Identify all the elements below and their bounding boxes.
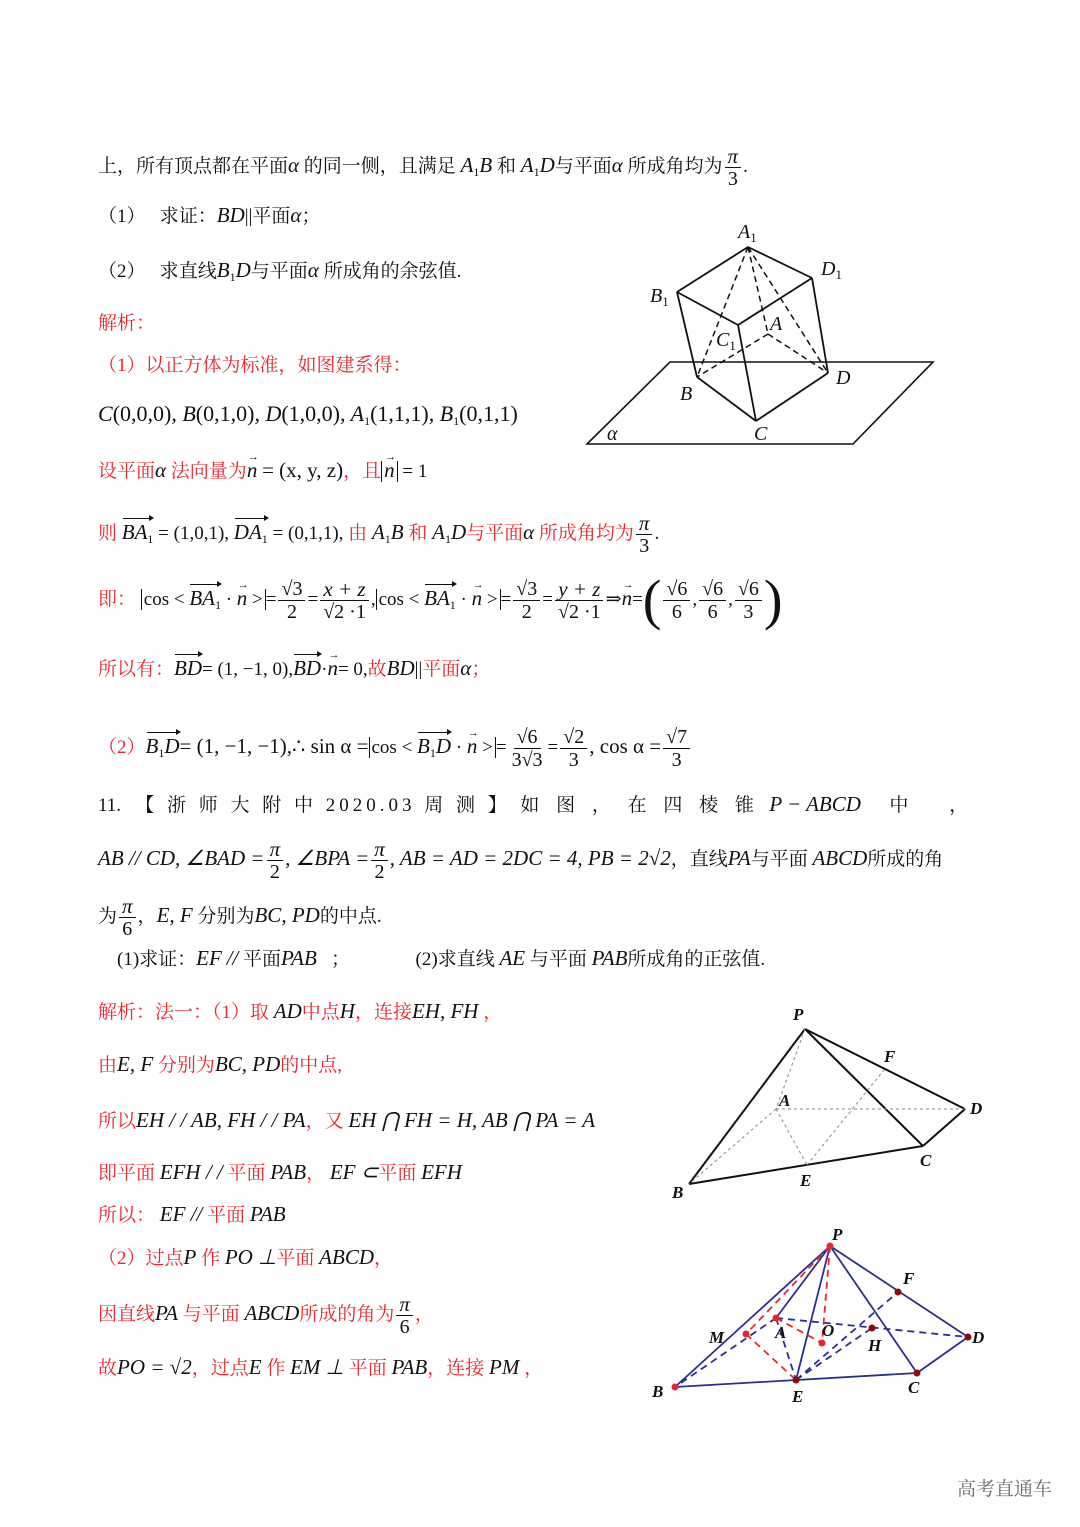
abs-cos-1: $\cos < BA_1 \cdot n$ → > bbox=[141, 589, 266, 610]
label-C: C bbox=[908, 1378, 920, 1397]
solution-11-line-6: （2）过点P 作 PO ⊥平面 ABCD， bbox=[98, 1245, 394, 1269]
pyramid2-edge-PB bbox=[675, 1246, 830, 1387]
label-P: P bbox=[793, 1005, 804, 1024]
fraction-pi-3: $\frac{\pi}{3}$ bbox=[725, 145, 742, 190]
solution-11-line-8: 故PO = √2，过点E 作 EM ⊥ 平面 PAB，连接 PM ， bbox=[98, 1355, 544, 1379]
solution-step-1: （1）以正方体为标准，如图建系得： bbox=[98, 355, 412, 376]
label-B1: $B_1$ bbox=[650, 285, 669, 309]
problem-number: 11. bbox=[98, 795, 122, 816]
label-F: F bbox=[884, 1047, 896, 1066]
coord-A1: $A_1(1,1,1)$, bbox=[350, 401, 435, 428]
pyramid2-hidden-edge-AB bbox=[675, 1318, 776, 1387]
text: 上，所有顶点都在平面 bbox=[98, 155, 289, 177]
text: 与平面 bbox=[554, 155, 612, 177]
math-alpha: α bbox=[611, 152, 623, 177]
text: 和 bbox=[496, 155, 516, 177]
point-D bbox=[965, 1334, 972, 1341]
problem11-angle-line: 为 $\frac{\pi}{6}$ ，E, F 分别为BC, PD的中点. bbox=[98, 894, 382, 940]
text: 所成角均为 bbox=[627, 155, 723, 177]
point-F bbox=[895, 1289, 902, 1296]
label-B: B bbox=[672, 1183, 684, 1202]
solution-11-line-4: 即平面 EFH / / 平面 PAB， EF ⊂平面 EFH bbox=[98, 1160, 462, 1184]
point-H bbox=[869, 1325, 876, 1332]
label-O: O bbox=[822, 1321, 835, 1340]
math-A1B: $A_1B$ bbox=[460, 152, 493, 179]
vector-BA1: $BA_1$ bbox=[122, 520, 154, 551]
math-B1D: $B_1D$ bbox=[216, 258, 251, 284]
label-D: D bbox=[972, 1328, 985, 1347]
math-BD: BD bbox=[216, 203, 245, 227]
label-A: A bbox=[775, 1323, 787, 1342]
coord-B1: $B_1(0,1,1)$ bbox=[439, 401, 518, 428]
text: 的同一侧，且满足 bbox=[303, 155, 456, 177]
question-label: （2） bbox=[98, 261, 146, 282]
math-alpha: α bbox=[288, 152, 300, 177]
label-F: F bbox=[903, 1269, 915, 1288]
label-alpha: α bbox=[607, 423, 618, 445]
problem11-questions: (1)求证：EF // 平面PAB ； (2)求直线 AE 与平面 PAB所成角的正弦值. bbox=[117, 946, 766, 970]
abs-cos-2: $\cos < BA_1 \cdot n$ → > bbox=[376, 589, 501, 610]
label-C: C bbox=[920, 1151, 932, 1170]
parallel-symbol: || bbox=[244, 206, 253, 227]
text: 求证： bbox=[159, 206, 217, 227]
label-H: H bbox=[868, 1336, 882, 1355]
pyramid2-edge-PA bbox=[776, 1246, 830, 1318]
cosine-equation-line: 即： $\cos < BA_1 \cdot n$ → > = $\frac{√3}{2}$ = $\frac{x + z}{√2 \cdot 1}$ , $\cos < BA_1 \cdot n$ → > = $\frac{√3}{2}$ = $\frac{y + z}{√2 \cdot 1}$ ⇒n →=( $\frac{√6}{6}$ , $\frac{√6}{6}$ , $\frac{√6}{3}$ ) bbox=[98, 578, 783, 623]
normal-vector-line: 设平面α 法向量为n → = (x, y, z)，且 n → = 1 bbox=[98, 458, 427, 484]
point-C bbox=[914, 1370, 921, 1377]
math-alpha: α bbox=[307, 258, 319, 282]
point-B bbox=[672, 1384, 679, 1391]
text: 中 ， bbox=[889, 795, 987, 816]
pyramid2-edge-PE bbox=[796, 1246, 830, 1380]
label-B: B bbox=[680, 383, 693, 405]
problem-source: 【 浙 师 大 附 中 2020.03 周 测 】 bbox=[135, 795, 511, 816]
text: 如 图 ， 在 四 棱 锥 bbox=[520, 795, 760, 816]
label-B: B bbox=[652, 1382, 664, 1401]
solution-step-2: $(2)B_1D= (1$, −1, −1),∴ $\sin \alpha = \cos < B_1D \cdot n$ → > = $\frac{√6}{3√3}$ = $\frac{√2}{3}$ , cos α = $\frac{√7}{3}$ bbox=[98, 726, 692, 771]
problem10-question-1: （1） 求证：BD||平面α； bbox=[98, 203, 321, 227]
solution-11-line-5: 所以： EF // 平面 PAB bbox=[98, 1202, 286, 1226]
text: 与平面 bbox=[250, 261, 308, 282]
math-alpha: α bbox=[290, 203, 302, 227]
coord-D: D(1,0,0), bbox=[265, 401, 346, 426]
question-1-label: (1)求证： bbox=[117, 949, 197, 970]
math-pyramid: P − ABCD bbox=[769, 792, 861, 816]
point-O bbox=[819, 1340, 826, 1347]
watermark: 高考直通车 bbox=[956, 1478, 1052, 1500]
vectors-line: 则 $BA_1 = (1,0,1)$, $DA_1 = (0,1,1)$, 由 $A_1B$ 和 $A_1D$与平面α 所成角均为 $\frac{\pi}{3}$ . bbox=[98, 511, 660, 557]
label-D: D bbox=[970, 1099, 983, 1118]
solution-11-line-1: 解析：法一：（1）取 AD中点H，连接EH, FH ， bbox=[98, 999, 503, 1023]
label-E: E bbox=[792, 1387, 804, 1406]
aux-line-PMp bbox=[746, 1246, 830, 1334]
label-C1: $C_1$ bbox=[716, 329, 736, 353]
point-M bbox=[743, 1331, 750, 1338]
label-D: D bbox=[836, 367, 851, 389]
point-A bbox=[773, 1315, 780, 1322]
problem10-stem-line: 上，所有顶点都在平面α 的同一侧，且满足 $A_1B$ 和 $A_1D$与平面α 所成角均为 $\frac{\pi}{3}$ . bbox=[98, 144, 748, 190]
vector-DA1: $DA_1$ bbox=[234, 520, 268, 551]
point-E bbox=[793, 1377, 800, 1384]
label-A: A bbox=[770, 313, 783, 335]
label-A1: $A_1$ bbox=[738, 221, 757, 245]
label-P: P bbox=[832, 1225, 843, 1244]
label-C: C bbox=[754, 423, 768, 445]
coord-C: C(0,0,0), bbox=[98, 401, 177, 426]
label-D1: $D_1$ bbox=[821, 258, 842, 282]
pyramid2-edge-CD bbox=[917, 1337, 968, 1373]
solution-11-line-7: 因直线PA 与平面 ABCD所成的角为 $\frac{\pi}{6}$ ， bbox=[98, 1292, 434, 1338]
label-A: A bbox=[779, 1091, 791, 1110]
solution-label: 解析： bbox=[98, 313, 156, 334]
conclusion-line-1: 所以有：BD= (1, −1, 0),BD·n →= 0,故BD||平面α； bbox=[98, 656, 490, 682]
label-E: E bbox=[800, 1171, 812, 1190]
coord-B: B(0,1,0), bbox=[182, 401, 260, 426]
question-2-label: (2)求直线 bbox=[415, 949, 495, 970]
pyramid2-hidden-edge-EF bbox=[796, 1292, 898, 1380]
solution-11-line-2: 由E, F 分别为BC, PD的中点, bbox=[98, 1052, 343, 1076]
text: 求直线 bbox=[159, 261, 217, 282]
math-A1D: $A_1D$ bbox=[520, 152, 555, 179]
text: 所成角的余弦值. bbox=[323, 261, 462, 282]
text: 平面 bbox=[252, 206, 291, 227]
label-M: M bbox=[709, 1328, 725, 1347]
question-label: （1） bbox=[98, 206, 146, 227]
problem11-conditions: AB // CD, ∠BAD = $\frac{\pi}{2}$ , ∠BPA = $\frac{\pi}{2}$ , AB = AD = 2DC = 4, PB = 2√2，直线PA与平面 ABCD所成的角 bbox=[98, 837, 944, 883]
solution-11-line-3: 所以EH / / AB, FH / / PA，又 EH ⋂ FH = H, AB ⋂ PA = A bbox=[98, 1108, 596, 1132]
